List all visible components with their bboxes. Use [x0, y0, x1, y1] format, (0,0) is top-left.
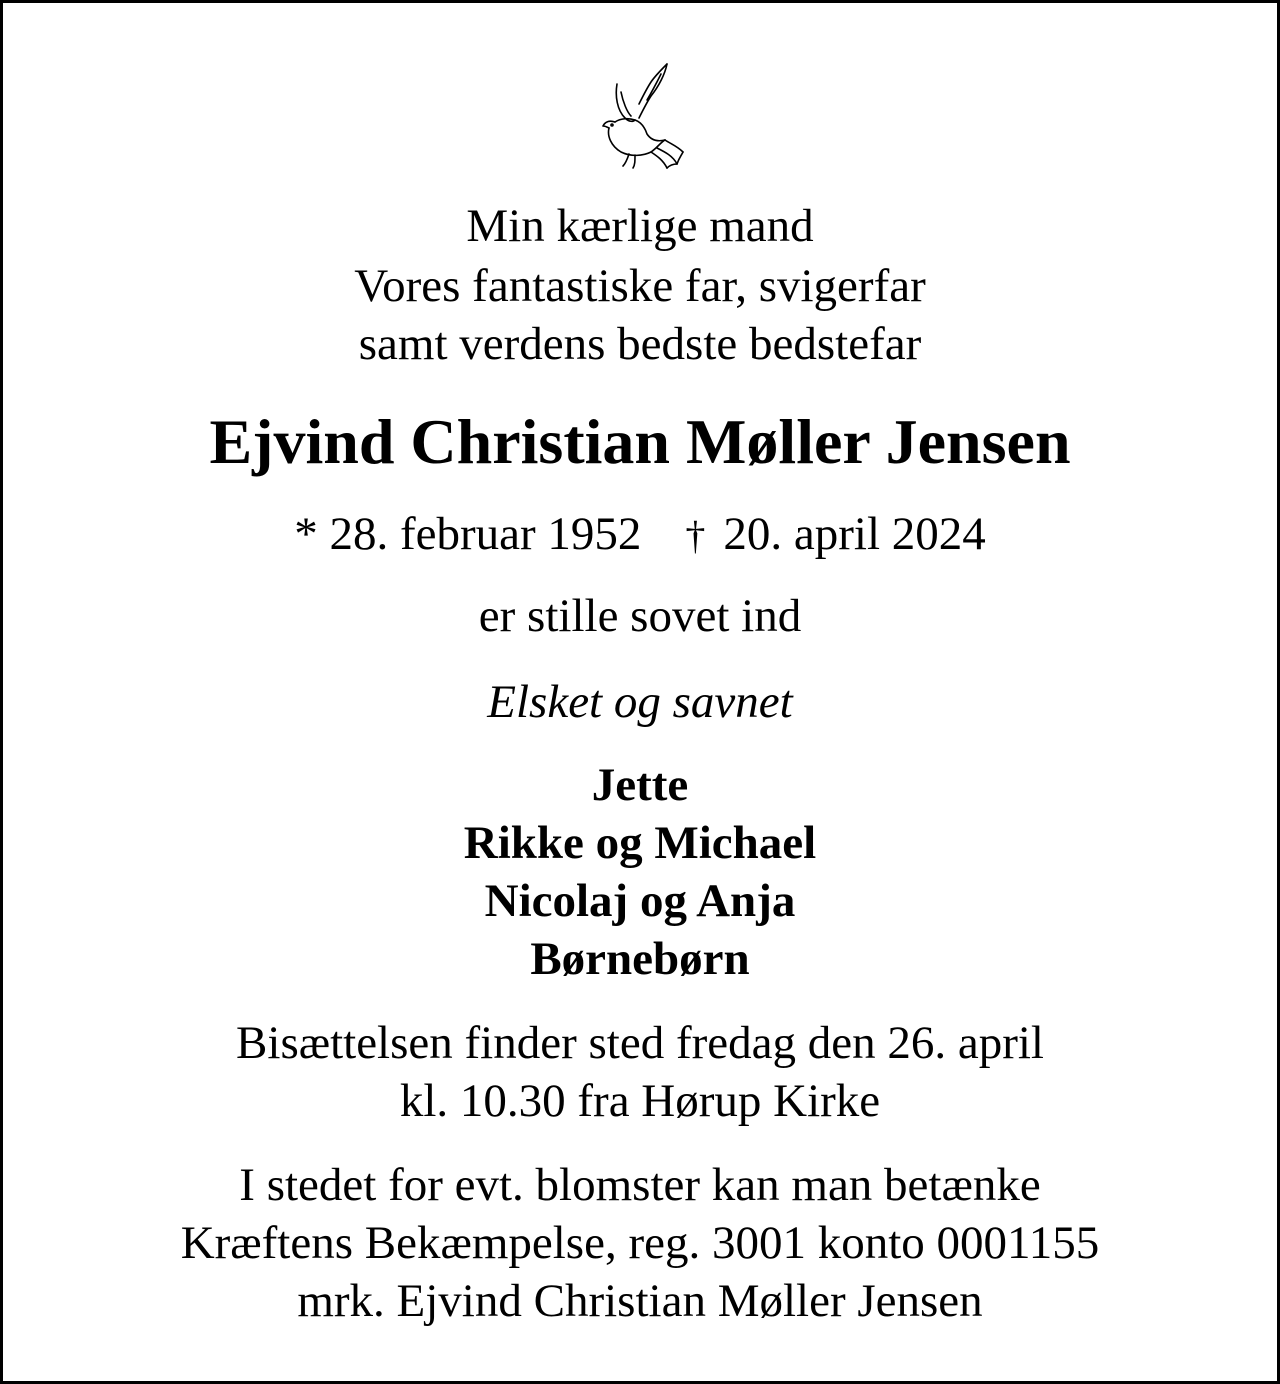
dove-icon [595, 60, 687, 172]
family-member: Rikke og Michael [463, 817, 817, 869]
deceased-name: Ejvind Christian Møller Jensen [209, 406, 1071, 477]
family-member: Jette [591, 759, 689, 811]
family-member: Nicolaj og Anja [484, 875, 796, 927]
donation-line-2: Kræftens Bekæmpelse, reg. 3001 konto 0001155 [180, 1217, 1100, 1269]
cross-icon: † [685, 513, 706, 558]
family-member: Børnebørn [530, 933, 750, 985]
passing-message: er stille sovet ind [478, 590, 802, 642]
tribute-text: Elsket og savnet [487, 676, 793, 728]
donation-line-3: mrk. Ejvind Christian Møller Jensen [297, 1275, 983, 1327]
birth-date: * 28. februar 1952 [294, 508, 642, 560]
death-date: 20. april 2024 [723, 508, 986, 560]
intro-line-3: samt verdens bedste bedstefar [358, 318, 922, 370]
intro-line-1: Min kærlige mand [466, 200, 814, 252]
funeral-line-1: Bisættelsen finder sted fredag den 26. april [236, 1017, 1044, 1069]
funeral-line-2: kl. 10.30 fra Hørup Kirke [399, 1075, 881, 1127]
life-dates [0, 504, 1280, 566]
intro-line-2: Vores fantastiske far, svigerfar [354, 260, 926, 312]
donation-line-1: I stedet for evt. blomster kan man betænke [239, 1159, 1041, 1211]
